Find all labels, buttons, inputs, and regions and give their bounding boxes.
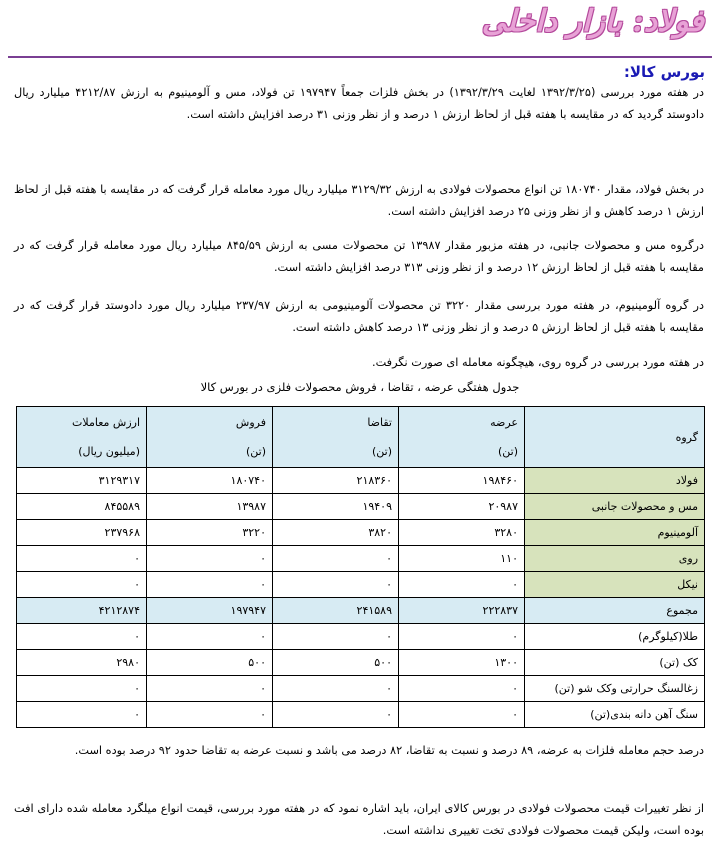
header-sales	[147, 407, 273, 468]
row-value: ۸۴۵۵۸۹	[17, 494, 147, 520]
row-group: مس و محصولات جانبی	[525, 494, 705, 520]
row-group: نیکل	[525, 572, 705, 598]
table-row	[17, 468, 705, 494]
footer-paragraph-prices: از نظر تغییرات قیمت محصولات فولادی در بورس کالای ایران، باید اشاره نمود که در هفته مورد بررسی، قیمت انواع میلگرد معامله شده دارای افت بوده است، ولیکن قیمت محصولات فولادی تخت تغییری نداشته است.	[14, 802, 704, 837]
row-supply: ۳۲۸۰	[399, 520, 525, 546]
row-supply: ۱۳۰۰	[399, 650, 525, 676]
header-sales-label: فروش	[235, 416, 266, 429]
metals-table	[16, 406, 705, 728]
section-heading: بورس کالا:	[623, 63, 705, 81]
row-sales: ۰	[147, 624, 273, 650]
row-value: ۰	[17, 572, 147, 598]
paragraph-steel: در بخش فولاد، مقدار ۱۸۰۷۴۰ تن انواع محصولات فولادی به ارزش ۳۱۲۹/۳۲ میلیارد ریال مورد معامله قرار گرفت که در مقایسه با هفته قبل از لحاظ ارزش ۱ درصد کاهش و از نظر وزنی ۲۵ درصد افزایش داشته است.	[14, 183, 704, 218]
header-demand-label: تقاضا	[367, 416, 392, 429]
row-supply: ۰	[399, 702, 525, 728]
row-value: ۰	[17, 702, 147, 728]
row-sales: ۰	[147, 572, 273, 598]
table-row	[17, 650, 705, 676]
row-sales: ۰	[147, 702, 273, 728]
row-value: ۳۱۲۹۳۱۷	[17, 468, 147, 494]
header-value-unit: (میلیون ریال)	[78, 445, 140, 458]
row-value: ۰	[17, 624, 147, 650]
header-demand-unit: (تن)	[371, 445, 392, 458]
row-group: زغالسنگ حرارتی وکک شو (تن)	[525, 676, 705, 702]
paragraph-zinc: در هفته مورد بررسی در گروه روی، هیچگونه معامله ای صورت نگرفت.	[371, 356, 704, 369]
header-supply-unit: (تن)	[497, 445, 518, 458]
table-row	[17, 702, 705, 728]
header-value	[17, 407, 147, 468]
header-value-label: ارزش معاملات	[72, 416, 140, 429]
row-demand: ۳۸۲۰	[273, 520, 399, 546]
total-supply: ۲۲۲۸۳۷	[399, 598, 525, 624]
row-group: فولاد	[525, 468, 705, 494]
row-sales: ۱۳۹۸۷	[147, 494, 273, 520]
row-sales: ۳۲۲۰	[147, 520, 273, 546]
header-demand	[273, 407, 399, 468]
row-supply: ۰	[399, 676, 525, 702]
header-supply-label: عرضه	[490, 416, 518, 429]
header-group-label: گروه	[675, 430, 698, 444]
row-supply: ۰	[399, 572, 525, 598]
row-group: طلا(کیلوگرم)	[525, 624, 705, 650]
total-value: ۴۲۱۲۸۷۴	[17, 598, 147, 624]
total-demand: ۲۴۱۵۸۹	[273, 598, 399, 624]
total-sales: ۱۹۷۹۴۷	[147, 598, 273, 624]
paragraph-aluminium: در گروه آلومینیوم، در هفته مورد بررسی مقدار ۳۲۲۰ تن محصولات آلومینیومی به ارزش ۲۳۷/۹۷ میلیارد ریال مورد دادوستد قرار گرفت که در مقایسه با هفته قبل از لحاظ ارزش ۵ درصد و از نظر وزنی ۱۳ درصد کاهش داشته است.	[14, 299, 704, 334]
table-row	[17, 676, 705, 702]
row-supply: ۱۱۰	[399, 546, 525, 572]
row-supply: ۰	[399, 624, 525, 650]
row-value: ۰	[17, 546, 147, 572]
row-supply: ۱۹۸۴۶۰	[399, 468, 525, 494]
header-supply	[399, 407, 525, 468]
table-row	[17, 624, 705, 650]
row-demand: ۱۹۴۰۹	[273, 494, 399, 520]
row-demand: ۰	[273, 572, 399, 598]
row-value: ۰	[17, 676, 147, 702]
page-header	[8, 0, 712, 58]
page-title: فولاد: بازار داخلی	[481, 4, 704, 39]
table-row	[17, 546, 705, 572]
row-demand: ۰	[273, 676, 399, 702]
row-group: کک (تن)	[525, 650, 705, 676]
row-sales: ۱۸۰۷۴۰	[147, 468, 273, 494]
table-caption: جدول هفتگی عرضه ، تقاضا ، فروش محصولات فلزی در بورس کالا	[200, 380, 520, 394]
row-demand: ۰	[273, 624, 399, 650]
row-supply: ۲۰۹۸۷	[399, 494, 525, 520]
row-demand: ۲۱۸۳۶۰	[273, 468, 399, 494]
row-demand: ۰	[273, 702, 399, 728]
row-group: روی	[525, 546, 705, 572]
header-group	[525, 407, 705, 468]
row-value: ۲۳۷۹۶۸	[17, 520, 147, 546]
row-sales: ۰	[147, 546, 273, 572]
row-value: ۲۹۸۰	[17, 650, 147, 676]
total-group: مجموع	[525, 598, 705, 624]
table-row	[17, 494, 705, 520]
row-demand: ۵۰۰	[273, 650, 399, 676]
row-sales: ۵۰۰	[147, 650, 273, 676]
row-demand: ۰	[273, 546, 399, 572]
paragraph-summary: در هفته مورد بررسی (۱۳۹۲/۳/۲۵ لغایت ۱۳۹۲/۳/۲۹) در بخش فلزات جمعاً ۱۹۷۹۴۷ تن فولاد، مس و آلومینیوم به ارزش ۴۲۱۲/۸۷ میلیارد ریال دادوستد گردید که در مقایسه با هفته قبل از لحاظ ارزش ۱ درصد و از نظر وزنی ۳۱ درصد افزایش داشته است.	[14, 86, 704, 121]
table-header-row	[17, 407, 705, 468]
paragraph-copper: درگروه مس و محصولات جانبی، در هفته مزبور مقدار ۱۳۹۸۷ تن محصولات مسی به ارزش ۸۴۵/۵۹ میلیارد ریال مورد معامله قرار گرفت که در مقایسه با هفته قبل از لحاظ ارزش ۱۲ درصد و از نظر وزنی ۳۱۳ درصد افزایش داشته است.	[14, 239, 705, 274]
table-total-row	[17, 598, 705, 624]
row-group: آلومینیوم	[525, 520, 705, 546]
table-row	[17, 520, 705, 546]
footer-paragraph-ratios: درصد حجم معامله فلزات به عرضه، ۸۹ درصد و نسبت به تقاضا، ۸۲ درصد می باشد و نسبت عرضه به تقاضا حدود ۹۲ درصد بوده است.	[74, 744, 704, 757]
row-group: سنگ آهن دانه بندی(تن)	[525, 702, 705, 728]
header-sales-unit: (تن)	[245, 445, 266, 458]
table-row	[17, 572, 705, 598]
row-sales: ۰	[147, 676, 273, 702]
